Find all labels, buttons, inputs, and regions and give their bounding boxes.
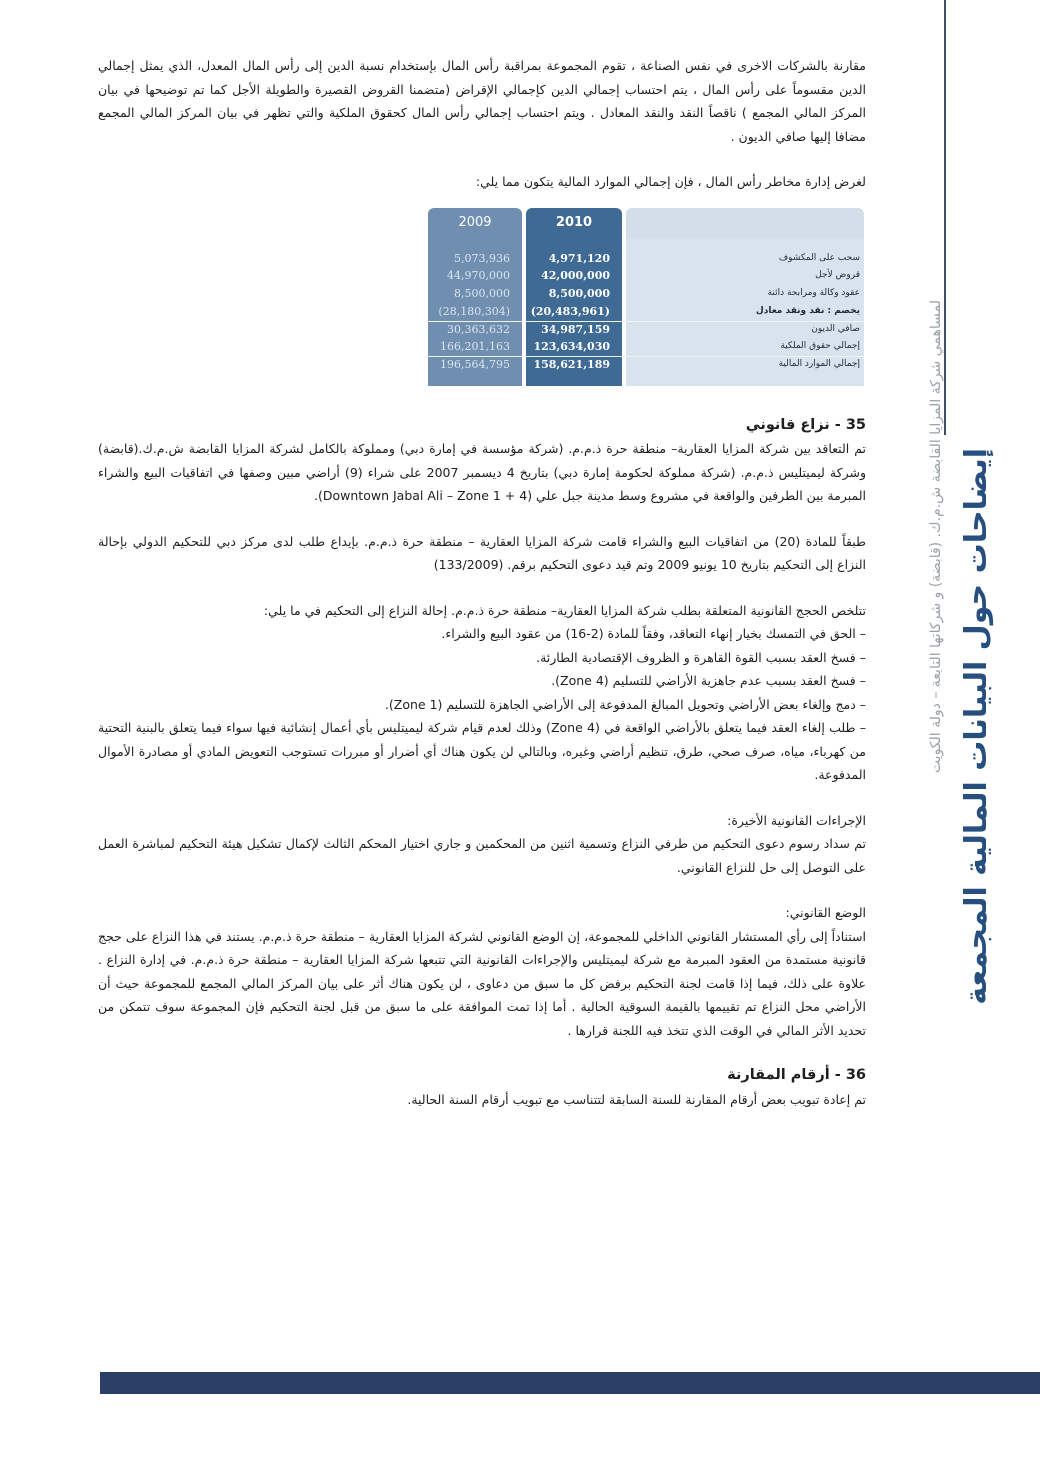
row-label: يخصم : نقد ونقد معادل — [755, 305, 860, 316]
cell-2010: 4,971,120 — [548, 251, 610, 265]
row-label: إجمالي الموارد المالية — [778, 359, 860, 370]
section-35-title: 35 - نزاع قانوني — [745, 416, 866, 433]
cell-2010: 8,500,000 — [548, 287, 610, 301]
row-label: صافي الديون — [811, 323, 860, 334]
cell-2009: 30,363,632 — [447, 322, 510, 336]
cell-2010: 123,634,030 — [533, 340, 610, 354]
cell-2009: 44,970,000 — [447, 269, 510, 283]
cell-2010: (20,483,961) — [530, 304, 610, 318]
section-35-paragraph-4: تم سداد رسوم دعوى التحكيم من طرفي النزاع وتسمية اثنين من المحكمين و جاري اختيار المحكم الثالث لإكمال تشكيل هيئة التحكيم لمباشرة العمل على التوصل إلى حل للنزاع القانوني. — [98, 836, 866, 875]
cell-2009: (28,180,304) — [438, 304, 510, 318]
row-label: سحب على المكشوف — [778, 252, 860, 263]
footer-bar — [100, 1372, 1040, 1394]
table-rows — [428, 250, 864, 375]
row-label: إجمالي حقوق الملكية — [780, 341, 860, 352]
main-content — [98, 54, 866, 1111]
bullet-item: – فسخ العقد بسبب عدم جاهزية الأراضي للتسليم (Zone 4). — [551, 673, 866, 688]
financial-resources-table — [428, 208, 864, 386]
table-row — [428, 303, 864, 321]
bullet-item: – فسخ العقد بسبب القوة القاهرة و الظروف الإقتصادية الطارئة. — [536, 649, 866, 665]
side-rule — [944, 0, 946, 435]
table-row — [428, 356, 864, 374]
header-2009: 2009 — [428, 208, 522, 238]
row-label: قروض لأجل — [815, 270, 860, 281]
subheading-recent-procedures: الإجراءات القانونية الأخيرة: — [727, 812, 866, 828]
section-35-paragraph-3: تتلخص الحجج القانونية المتعلقة بطلب شركة المزايا العقارية– منطقة حرة ذ.م.م. إحالة النزاع إلى التحكيم في ما يلي: — [263, 602, 866, 618]
subheading-legal-status: الوضع القانوني: — [785, 905, 866, 920]
intro-paragraph: مقارنة بالشركات الاخرى في نفس الصناعة ، تقوم المجموعة بمراقبة رأس المال بإستخدام نسبة الدين إلى رأس المال المعدل، الذي يمثل إجمالي الدين مقسوماً على رأس المال ، يتم احتساب إجمالي الدين كإجمالي الإقراض (متضمنا القروض القصيرة والطويلة الأجل كما تم توضيحها في بيان المركز المالي المجمع ) ناقصاً النقد والنقد المعادل . ويتم احتساب إجمالي رأس المال كحقوق الملكية والتي تظهر في بيان المركز المالي المجمع مضافا إليها صافي الديون . — [98, 58, 866, 144]
table-row — [428, 338, 864, 356]
side-title: إيضاحات حول البيانات المالية المجمعة — [959, 448, 994, 1005]
header-2010: 2010 — [526, 208, 622, 238]
section-35-paragraph-5: استناداً إلى رأي المستشار القانوني الداخلي للمجموعة، إن الوضع القانوني لشركة المزايا العقارية – منطقة حرة ذ.م.م. يستند في هذا النزاع على حجج قانونية مستمدة من العقود المبرمة مع شركة ليميتليس والإجراءات القانونية التي تتبعها شركة المزايا العقارية – منطقة حرة ذ.م.م. في إدارة النزاع . علاوة على ذلك، فيما إذا قامت لجنة التحكيم برفض كل ما سبق من دعاوى ، لن يكون هناك أثر على بيان المركز المالي المجمع للمجموعة حيث أن الأراضي محل النزاع تم تقييمها بالقيمة السوقية الحالية . أما إذا تمت الموافقة على ما سبق من قبل لجنة التحكيم فإن المجموعة سوف تتمكن من تحديد الأثر المالي في الوقت الذي تتخذ فيه اللجنة قرارها . — [98, 928, 866, 1038]
section-35-paragraph-1: تم التعاقد بين شركة المزايا العقارية– منطقة حرة ذ.م.م. (شركة مؤسسة في إمارة دبي) ومملوكة بالكامل لشركة المزايا القابضة ش.م.ك.(قابضة) وشركة ليميتليس ذ.م.م. (شركة مملوكة لحكومة إمارة دبي) بتاريخ 4 ديسمبر 2007 على شراء (9) أراضي مبين وصفها في اتفاقيات البيع والشراء المبرمة بين الطرفين والواقعة في مشروع وسط مدينة جبل علي (Downtown Jabal Ali – Zone 1 + 4). — [98, 441, 866, 503]
cell-2009: 196,564,795 — [440, 358, 510, 372]
cell-2009: 5,073,936 — [454, 251, 510, 265]
cell-2010: 42,000,000 — [541, 269, 610, 283]
header-label — [626, 208, 864, 238]
table-row — [428, 285, 864, 303]
table-row — [428, 267, 864, 285]
cell-2009: 8,500,000 — [454, 287, 510, 301]
section-36-title: 36 - أرقام المقارنة — [727, 1067, 866, 1083]
cell-2010: 34,987,159 — [541, 322, 610, 336]
table-row — [428, 250, 864, 268]
cell-2009: 166,201,163 — [440, 340, 510, 354]
row-label: عقود وكالة ومرابحة دائنة — [767, 288, 860, 299]
bullet-item: – طلب إلغاء العقد فيما يتعلق بالأراضي الواقعة في (Zone 4) وذلك لعدم قيام شركة ليميتليس بأي أعمال إنشائية فيها سواء فيما يتعلق بالبنية التحتية من كهرباء، مياه، صرف صحي، طرق، تنظيم أراضي وغيره، وبالتالي لن يكون هناك أي أضرار أو مبررات تستوجب التعويض المادي أو مصادرة الأموال المدفوعة. — [98, 720, 866, 782]
table-row — [428, 321, 864, 339]
side-subtitle: لمساهمي شركة المزايا القابضة ش.م.ك. (قابضة) و شركاتها التابعة – دولة الكويت — [928, 300, 944, 774]
cell-2010: 158,621,189 — [533, 358, 610, 372]
bullet-item: – الحق في التمسك بخيار إنهاء التعاقد، وفقاً للمادة (2-16) من عقود البيع والشراء. — [441, 626, 866, 641]
section-36-paragraph: تم إعادة تبويب بعض أرقام المقارنة للسنة السابقة لتتناسب مع تبويب أرقام السنة الحالية. — [407, 1091, 866, 1107]
bullet-item: – دمج وإلغاء بعض الأراضي وتحويل المبالغ المدفوعة إلى الأراضي الجاهزة للتسليم (Zone 1). — [384, 696, 866, 712]
section-35-paragraph-2: طبقاً للمادة (20) من اتفاقيات البيع والشراء قامت شركة المزايا العقارية – منطقة حرة ذ.م.م. بإيداع طلب لدى مركز دبي للتحكيم الدولي بإحالة النزاع إلى التحكيم بتاريخ 10 يونيو 2009 وتم قيد دعوى التحكيم برقم. (133/2009) — [98, 533, 866, 572]
intro-lead: لغرض إدارة مخاطر رأس المال ، فإن إجمالي الموارد المالية يتكون مما يلي: — [475, 174, 866, 189]
